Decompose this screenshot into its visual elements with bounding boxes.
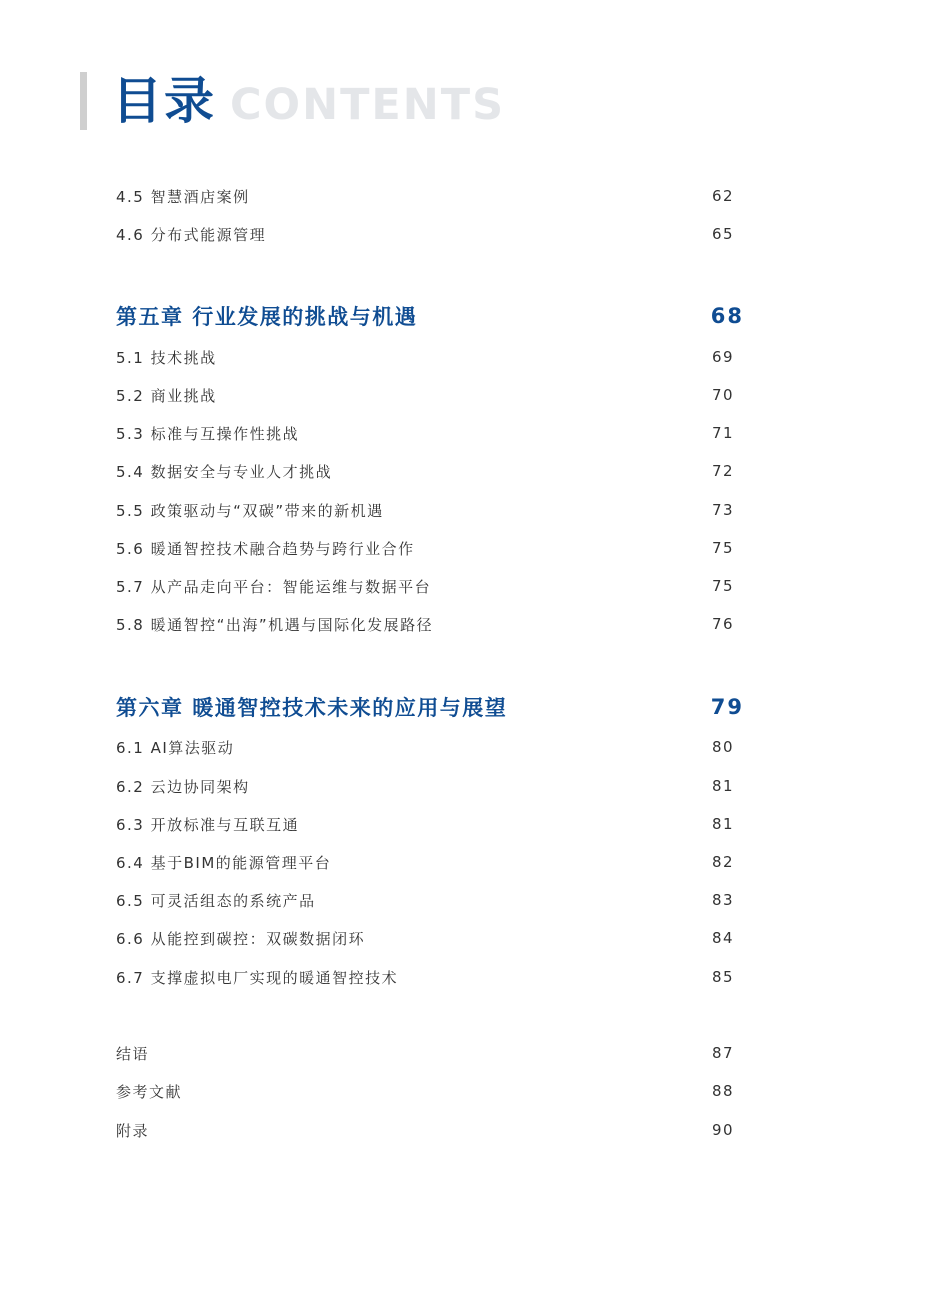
toc-entry-page: 84	[712, 929, 735, 947]
chapter-6-heading[interactable]	[116, 692, 744, 722]
toc-entry-label: 5.3 标准与互操作性挑战	[116, 424, 300, 443]
toc-entry-page: 80	[712, 738, 735, 756]
toc-entry-page: 82	[712, 853, 735, 871]
toc-entry-label: 附录	[116, 1121, 150, 1140]
toc-entry-page: 70	[712, 386, 735, 404]
toc-entry-label: 6.2 云边协同架构	[116, 777, 250, 796]
toc-entry-5-1[interactable]	[116, 346, 736, 368]
chapter-5-heading[interactable]	[116, 301, 744, 331]
toc-entry-label: 5.1 技术挑战	[116, 348, 217, 367]
toc-entry-label: 5.5 政策驱动与“双碳”带来的新机遇	[116, 501, 384, 520]
toc-entry-5-8[interactable]	[116, 613, 736, 635]
toc-entry-page: 73	[712, 501, 735, 519]
toc-entry-conclusion[interactable]	[116, 1042, 736, 1064]
toc-entry-page: 71	[712, 424, 735, 442]
toc-header	[80, 72, 505, 130]
chapter-title: 第五章 行业发展的挑战与机遇	[116, 305, 418, 329]
chapter-page: 68	[710, 304, 744, 328]
toc-entry-page: 81	[712, 777, 735, 795]
toc-entry-label: 4.5 智慧酒店案例	[116, 187, 250, 206]
toc-entry-label: 结语	[116, 1044, 150, 1063]
chapter-page: 79	[710, 695, 744, 719]
toc-entry-label: 6.1 AI算法驱动	[116, 738, 235, 757]
toc-entry-5-3[interactable]	[116, 422, 736, 444]
toc-entry-6-4[interactable]	[116, 851, 736, 873]
toc-entry-4-6[interactable]	[116, 223, 736, 245]
page-subtitle: CONTENTS	[230, 80, 506, 130]
toc-entry-5-7[interactable]	[116, 575, 736, 597]
toc-entry-5-5[interactable]	[116, 499, 736, 521]
toc-entry-page: 81	[712, 815, 735, 833]
toc-entry-page: 75	[712, 539, 735, 557]
toc-entry-page: 62	[712, 187, 735, 205]
toc-entry-label: 6.6 从能控到碳控：双碳数据闭环	[116, 929, 366, 948]
toc-entry-label: 6.7 支撑虚拟电厂实现的暖通智控技术	[116, 968, 399, 987]
toc-entry-page: 65	[712, 225, 735, 243]
toc-entry-page: 83	[712, 891, 735, 909]
toc-entry-5-4[interactable]	[116, 460, 736, 482]
toc-entry-page: 90	[712, 1121, 735, 1139]
toc-entry-label: 5.4 数据安全与专业人才挑战	[116, 462, 333, 481]
toc-entry-label: 5.7 从产品走向平台：智能运维与数据平台	[116, 577, 432, 596]
toc-entry-appendix[interactable]	[116, 1119, 736, 1141]
toc-entry-6-7[interactable]	[116, 966, 736, 988]
toc-entry-6-6[interactable]	[116, 927, 736, 949]
toc-entry-page: 72	[712, 462, 735, 480]
page-title: 目录	[112, 72, 216, 130]
header-accent-bar	[80, 72, 87, 130]
toc-entry-6-2[interactable]	[116, 775, 736, 797]
toc-entry-label: 5.6 暖通智控技术融合趋势与跨行业合作	[116, 539, 415, 558]
toc-entry-page: 85	[712, 968, 735, 986]
chapter-title: 第六章 暖通智控技术未来的应用与展望	[116, 696, 508, 720]
toc-entry-label: 参考文献	[116, 1082, 183, 1101]
toc-entry-label: 5.2 商业挑战	[116, 386, 217, 405]
toc-entry-page: 69	[712, 348, 735, 366]
toc-entry-5-6[interactable]	[116, 537, 736, 559]
toc-entry-page: 88	[712, 1082, 735, 1100]
toc-entry-4-5[interactable]	[116, 185, 736, 207]
toc-entry-label: 6.4 基于BIM的能源管理平台	[116, 853, 332, 872]
toc-entry-page: 76	[712, 615, 735, 633]
toc-entry-references[interactable]	[116, 1080, 736, 1102]
toc-entry-label: 5.8 暖通智控“出海”机遇与国际化发展路径	[116, 615, 434, 634]
toc-entry-6-1[interactable]	[116, 736, 736, 758]
toc-entry-5-2[interactable]	[116, 384, 736, 406]
toc-entry-page: 87	[712, 1044, 735, 1062]
toc-entry-page: 75	[712, 577, 735, 595]
toc-entry-label: 6.3 开放标准与互联互通	[116, 815, 300, 834]
toc-entry-label: 4.6 分布式能源管理	[116, 225, 267, 244]
toc-entry-6-5[interactable]	[116, 889, 736, 911]
toc-entry-6-3[interactable]	[116, 813, 736, 835]
toc-entry-label: 6.5 可灵活组态的系统产品	[116, 891, 316, 910]
